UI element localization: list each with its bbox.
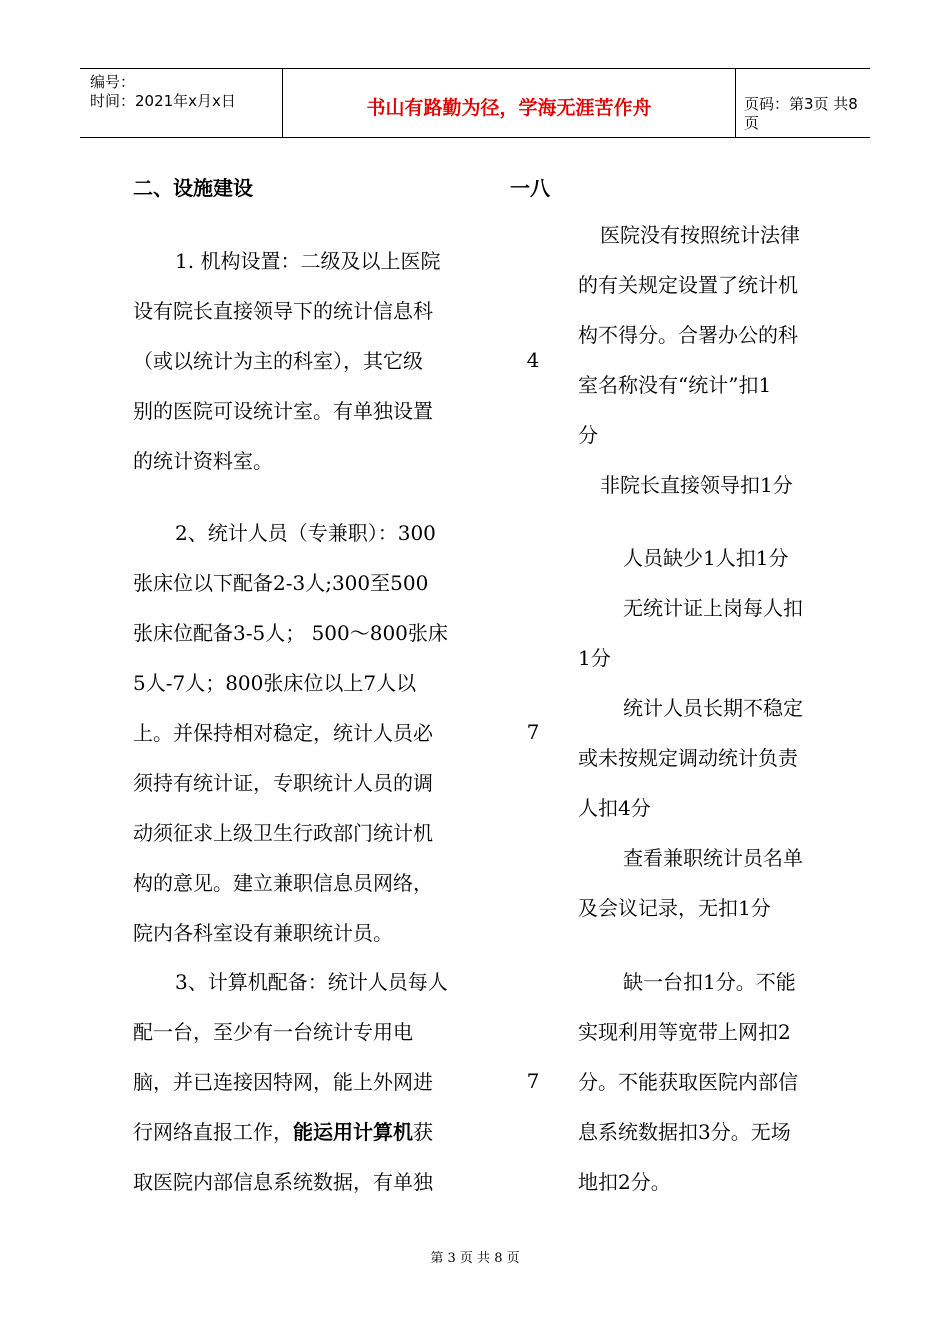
item-3-criteria bbox=[578, 957, 838, 1207]
section-title: 二、设施建设 bbox=[133, 176, 253, 200]
section-score-title: 一八 bbox=[510, 176, 550, 200]
text-line-mixed bbox=[133, 1107, 491, 1157]
header-meta-cell bbox=[80, 69, 282, 137]
text-line: 构的意见。建立兼职信息员网络， bbox=[133, 871, 433, 895]
criteria-line: 非院长直接领导扣1分 bbox=[600, 473, 793, 497]
page-footer: 第 3 页 共 8 页 bbox=[430, 1251, 520, 1266]
criteria-line: 分。不能获取医院内部信 bbox=[578, 1070, 798, 1094]
item-3-score: 7 bbox=[526, 1069, 540, 1093]
text-line: 取医院内部信息系统数据，有单独 bbox=[133, 1170, 433, 1194]
criteria-line: 查看兼职统计员名单 bbox=[623, 846, 803, 870]
criteria-line: 的有关规定设置了统计机 bbox=[578, 273, 798, 297]
text-line: 配一台，至少有一台统计专用电 bbox=[133, 1020, 413, 1044]
criteria-line: 实现利用等宽带上网扣2 bbox=[578, 1020, 791, 1044]
text-line: 脑，并已连接因特网，能上外网进 bbox=[133, 1070, 433, 1094]
criteria-line: 或未按规定调动统计负责 bbox=[578, 746, 798, 770]
text-line: 的统计资料室。 bbox=[133, 449, 273, 473]
header-page-cell bbox=[736, 69, 870, 137]
text-line: 须持有统计证，专职统计人员的调 bbox=[133, 771, 433, 795]
text-segment: 行网络直报工作， bbox=[133, 1120, 293, 1144]
criteria-line: 1分 bbox=[578, 646, 611, 670]
criteria-line: 室名称没有“统计”扣1 bbox=[578, 373, 772, 397]
text-line: 5人-7人；800张床位以上7人以 bbox=[133, 671, 417, 695]
text-line: 张床位配备3-5人； 500～800张床 bbox=[133, 621, 448, 645]
header-page-info: 页码：第3页 共8页 bbox=[744, 95, 858, 132]
criteria-line: 人员缺少1人扣1分 bbox=[623, 546, 789, 570]
text-line: 设有院长直接领导下的统计信息科 bbox=[133, 299, 433, 323]
document-date: 时间：2021年x月x日 bbox=[90, 92, 236, 110]
criteria-line: 无统计证上岗每人扣 bbox=[623, 596, 803, 620]
text-line: 上。并保持相对稳定，统计人员必 bbox=[133, 721, 433, 745]
criteria-line: 及会议记录，无扣1分 bbox=[578, 896, 771, 920]
text-line: 别的医院可设统计室。有单独设置 bbox=[133, 399, 433, 423]
item-1-text bbox=[133, 236, 491, 486]
bold-text-segment: 能运用计算机 bbox=[293, 1120, 413, 1144]
item-1-criteria bbox=[578, 210, 838, 510]
header-motto: 书山有路勤为径，学海无涯苦作舟 bbox=[366, 97, 652, 119]
item-2-text bbox=[133, 508, 491, 958]
item-2-criteria bbox=[578, 533, 838, 933]
text-line: 1. 机构设置：二级及以上医院 bbox=[175, 249, 441, 273]
criteria-line: 地扣2分。 bbox=[578, 1170, 671, 1194]
criteria-line: 息系统数据扣3分。无场 bbox=[578, 1120, 791, 1144]
item-3-text bbox=[133, 957, 491, 1207]
text-segment: 获 bbox=[413, 1120, 433, 1144]
text-line: 张床位以下配备2-3人;300至500 bbox=[133, 571, 429, 595]
text-line: （或以统计为主的科室），其它级 bbox=[133, 349, 423, 373]
text-line: 2、统计人员（专兼职）：300 bbox=[175, 521, 436, 545]
text-line: 动须征求上级卫生行政部门统计机 bbox=[133, 821, 433, 845]
item-2-score: 7 bbox=[526, 720, 540, 744]
item-1-score: 4 bbox=[526, 348, 540, 372]
document-number-label: 编号： bbox=[90, 73, 136, 91]
text-line: 3、计算机配备：统计人员每人 bbox=[175, 970, 448, 994]
criteria-line: 缺一台扣1分。不能 bbox=[623, 970, 796, 994]
criteria-line: 医院没有按照统计法律 bbox=[600, 223, 800, 247]
criteria-line: 统计人员长期不稳定 bbox=[623, 696, 803, 720]
criteria-line: 分 bbox=[578, 423, 598, 447]
criteria-line: 构不得分。合署办公的科 bbox=[578, 323, 798, 347]
header-motto-cell bbox=[282, 69, 736, 137]
text-line: 院内各科室设有兼职统计员。 bbox=[133, 921, 393, 945]
criteria-line: 人扣4分 bbox=[578, 796, 651, 820]
document-header bbox=[80, 68, 870, 138]
